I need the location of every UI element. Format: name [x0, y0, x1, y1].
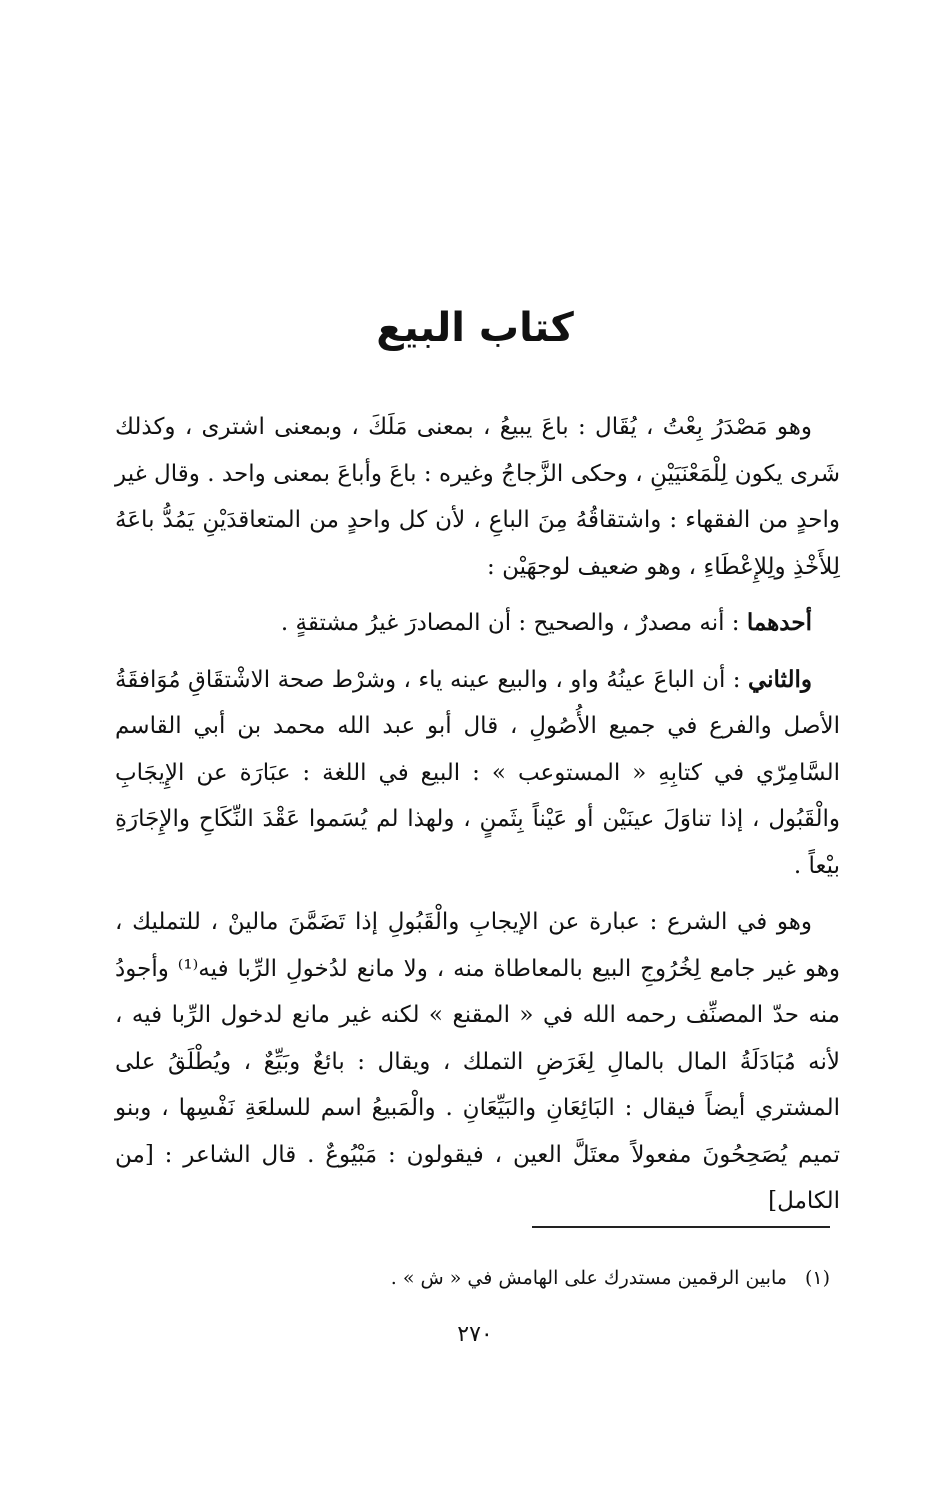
- body-text: [115, 404, 840, 1235]
- paragraph-text: : أنه مصدرٌ ، والصحيح : أن المصادرَ غيرُ مشتقةٍ .: [280, 610, 747, 636]
- paragraph-text: وهو في الشرع : عبارة عن الإيجابِ والْقَبُولِ إذا تَضَمَّنَ مالينْ ، للتمليك ، وهو غير جامع لِخُرُوجِ البيع بالمعاطاة منه ، ولا مانع لدُخولِ الرِّبا فيه⁽¹⁾ وأجودُ منه حدّ المصنِّف رحمه الله في « المقنع » لكنه غير مانع لدخول الرِّبا فيه ، لأنه مُبَادَلَةُ المال بالمالِ لِغَرَضِ التملك ، ويقال : بائعٌ وبَيِّعٌ ، ويُطْلَقُ على المشتري أيضاً فيقال : البَائِعَانِ والبَيِّعَانِ . والْمَبيعُ اسم للسلعَةِ نَفْسِها ، وبنو تميم يُصَحِحُونَ مفعولاً معتَلَّ العين ، فيقولون : مَبْيُوعٌ . قال الشاعر : [من الكامل]: [115, 909, 840, 1214]
- footnote-text: مابين الرقمين مستدرك على الهامش في « ش » .: [390, 1267, 787, 1289]
- chapter-title: كتاب البيع: [376, 305, 574, 351]
- footnote-separator: [532, 1226, 830, 1228]
- page-number: ٢٧٠: [457, 1322, 493, 1347]
- footnote: [115, 1263, 830, 1293]
- paragraph-text: : أن الباعَ عينُهُ واو ، والبيع عينه ياء ، وشرْط صحة الاشْتقَاقِ مُوَافقَةُ الأصل والفرع في جميع الأُصُولِ ، قال أبو عبد الله محمد بن أبي القاسم السَّامِرّي في كتابِهِ « المستوعب » : البيع في اللغة : عبَارَة عن الإِيجَابِ والْقَبُول ، إذا تناوَلَ عينَيْن أو عَيْناً بِثَمنٍ ، ولهذا لم يُسَموا عَقْدَ النِّكَاحِ والإِجَارَةِ بيْعاً .: [115, 666, 840, 879]
- paragraph-legal-definition: [115, 899, 840, 1225]
- footnote-marker: (١): [804, 1267, 830, 1289]
- paragraph-lead: أحدهما: [746, 609, 812, 636]
- paragraph-first-reason: [115, 600, 840, 647]
- paragraph-etymology: [115, 404, 840, 590]
- paragraph-second-reason: [115, 657, 840, 890]
- paragraph-lead: والثاني: [747, 665, 812, 693]
- paragraph-text: وهو مَصْدَرُ بِعْتُ ، يُقَال : باعَ يبيعُ ، بمعنى مَلَكَ ، وبمعنى اشترى ، وكذلك شَرى يكون لِلْمَعْنَيَيْنِ ، وحكى الزَّجاجُ وغيره : باعَ وأباعَ بمعنى واحد . وقال غير واحدٍ من الفقهاء : واشتقاقُهُ مِنَ الباعِ ، لأن كل واحدٍ من المتعاقدَيْنِ يَمُدُّ باعَهُ لِلأَخْذِ ولِلإِعْطَاءِ ، وهو ضعيف لوجهَيْن :: [115, 414, 840, 580]
